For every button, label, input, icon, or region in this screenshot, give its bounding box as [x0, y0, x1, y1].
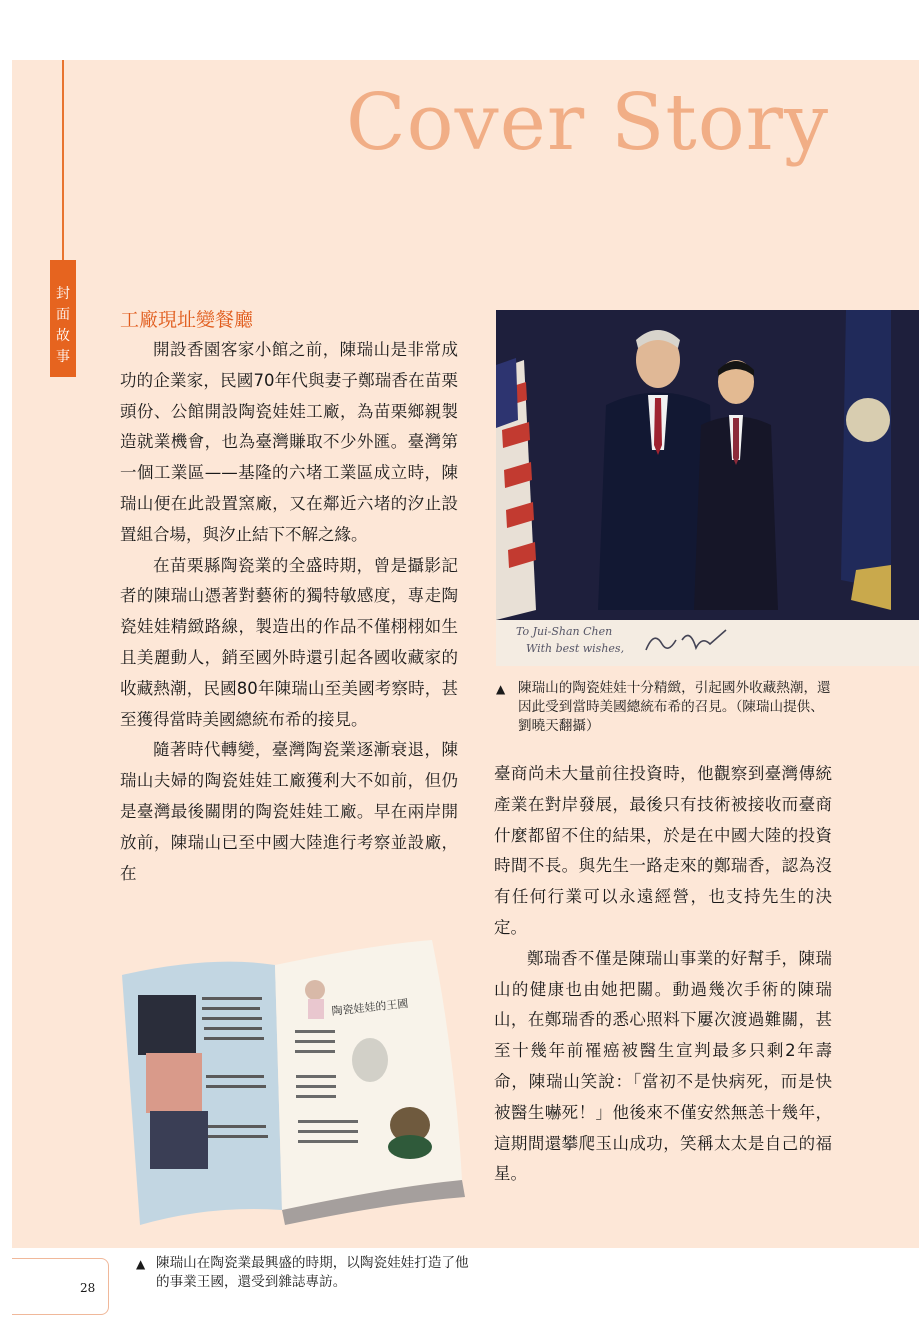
paragraph: 臺商尚未大量前往投資時，他觀察到臺灣傳統產業在對岸發展，最後只有技術被接收而臺商什麼都留不住的結果，於是在中國大陸的投資時間不長。與先生一路走來的鄭瑞香，認為沒有任何行業可以永遠經營，也支持先生的決定。 [494, 764, 832, 937]
page-number: 28 [80, 1281, 96, 1295]
article-heading: 工廠現址變餐廳 [120, 309, 254, 331]
caption-marker: ▲ [136, 1257, 146, 1271]
magazine-photo [110, 935, 475, 1235]
section-tab-char: 故 [56, 328, 70, 344]
paragraph: 隨著時代轉變，臺灣陶瓷業逐漸衰退，陳瑞山夫婦的陶瓷娃娃工廠獲利大不如前，但仍是臺灣最後關閉的陶瓷娃娃工廠。早在兩岸開放前，陳瑞山已至中國大陸進行考察並設廠，在 [120, 740, 458, 883]
section-tab-char: 面 [56, 307, 70, 323]
presidential-flag-graphic [841, 310, 891, 610]
magazine-caption [136, 1254, 476, 1292]
paragraph: 開設香園客家小館之前，陳瑞山是非常成功的企業家，民國70年代與妻子鄭瑞香在苗栗頭份、公館開設陶瓷娃娃工廠，為苗栗鄉親製造就業機會，也為臺灣賺取不少外匯。臺灣第一個工業區——基隆的六堵工業區成立時，陳瑞山便在此設置窯廠，又在鄰近六堵的汐止設置組合場，與汐止結下不解之緣。 [120, 340, 458, 544]
paragraph: 在苗栗縣陶瓷業的全盛時期，曾是攝影記者的陳瑞山憑著對藝術的獨特敏感度，專走陶瓷娃娃精緻路線，製造出的作品不僅栩栩如生且美麗動人，銷至國外時還引起各國收藏家的收藏熱潮，民國80年陳瑞山至美國考察時，甚至獲得當時美國總統布希的接見。 [120, 555, 458, 729]
magazine-illustration [110, 935, 475, 1235]
caption-marker: ▲ [496, 682, 506, 696]
bush-photo-illustration [496, 310, 919, 666]
article-column-left [120, 335, 458, 889]
photo-caption [496, 679, 836, 736]
photo-inscription: With best wishes, [526, 642, 625, 655]
photo-caption-text: 陳瑞山的陶瓷娃娃十分精緻，引起國外收藏熱潮，還因此受到當時美國總統布希的召見。（陳瑞山提供、劉曉天翻攝） [518, 680, 831, 734]
section-tab [50, 260, 76, 377]
magazine-caption-text: 陳瑞山在陶瓷業最興盛的時期，以陶瓷娃娃打造了他的事業王國，還受到雜誌專訪。 [156, 1255, 469, 1290]
magazine-headline: 陶瓷娃娃的王國 [330, 997, 409, 1018]
section-title: Cover Story [346, 78, 830, 168]
header-rule [62, 60, 64, 260]
paragraph: 鄭瑞香不僅是陳瑞山事業的好幫手，陳瑞山的健康也由她把關。動過幾次手術的陳瑞山，在鄭瑞香的悉心照料下屢次渡過難關，甚至十幾年前罹癌被醫生宣判最多只剩2年壽命，陳瑞山笑說：「當初不是快病死，而是快被醫生嚇死！」他後來不僅安然無恙十幾年，這期間還攀爬玉山成功，笑稱太太是自己的福星。 [494, 948, 832, 1184]
section-tab-char: 封 [56, 286, 70, 302]
section-tab-char: 事 [56, 349, 70, 365]
bush-photo [496, 310, 919, 666]
photo-inscription: To Jui-Shan Chen [516, 625, 613, 638]
article-column-right [494, 759, 832, 1190]
